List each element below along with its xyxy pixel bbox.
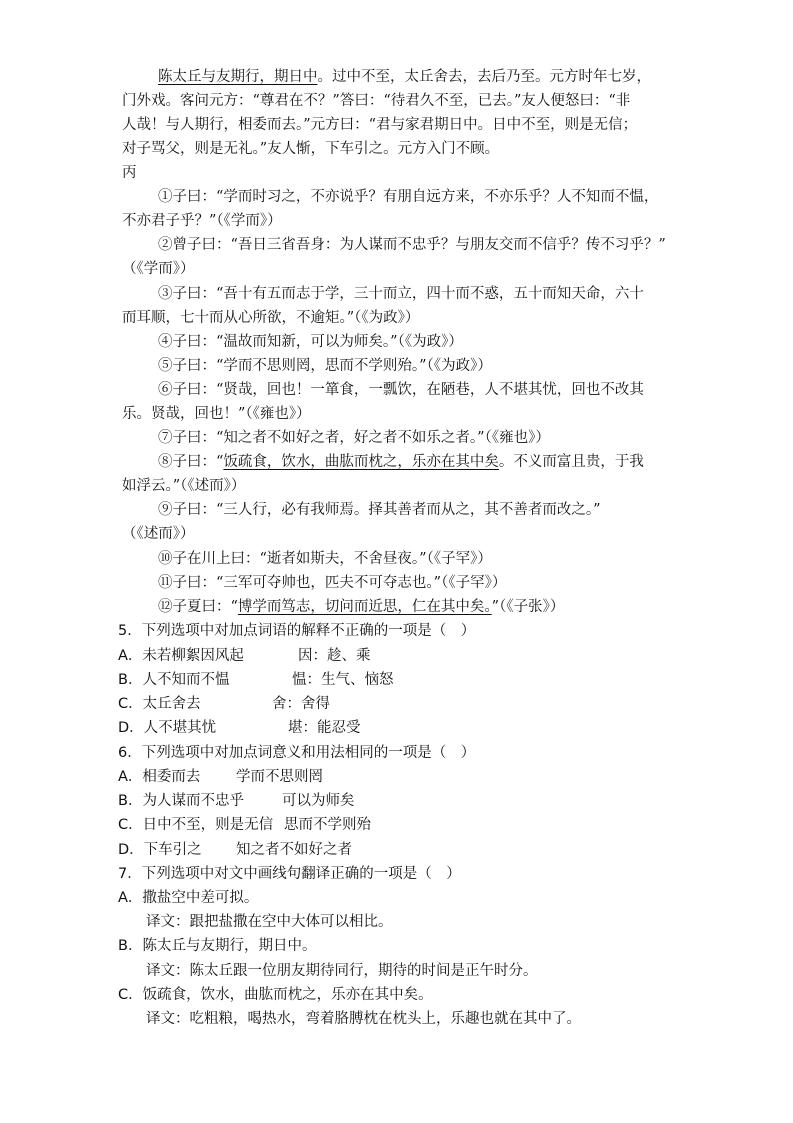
question-7-stem: 7．下列选项中对文中画线句翻译正确的一项是（ ） [118, 866, 461, 882]
analects-item-1: ①子曰：“学而时习之，不亦说乎？有朋自远方来，不亦乐乎？人不知而不愠， [158, 189, 659, 205]
question-5-stem: 5．下列选项中对加点词语的解释不正确的一项是（ ） [118, 623, 476, 639]
passage-line: 门外戏。客问元方：“尊君在不？”答曰：“待君久不至，已去。”友人便怒曰：“非 [122, 93, 631, 109]
option-letter: A． [118, 769, 143, 785]
option-letter: B． [118, 793, 143, 809]
q7-option-a [118, 888, 258, 908]
q5-option-a [118, 646, 244, 666]
analects-item-8 [158, 452, 644, 472]
option-text: 相委而去 [142, 769, 201, 785]
q7-option-b-translation: 译文：陈太丘跟一位朋友期待同行，期待的时间是正午时分。 [146, 963, 538, 979]
q5-option-d [118, 718, 216, 738]
question-6-stem: 6．下列选项中对加点词意义和用法相同的一项是（ ） [118, 745, 476, 761]
q5-option-c [118, 694, 201, 714]
analects-item-8-cont: 如浮云。”（《述而》） [122, 478, 246, 494]
option-text: 下车引之 [143, 842, 202, 858]
option-text: 未若柳絮因风起 [142, 648, 244, 664]
q5-option-d-gloss: 堪：能忍受 [288, 720, 361, 736]
passage-line [158, 67, 651, 87]
q5-option-b [118, 670, 229, 690]
option-text: 太丘舍去 [142, 696, 201, 712]
analects-item-7: ⑦子曰：“知之者不如好之者，好之者不如乐之者。”（《雍也》） [158, 430, 550, 446]
q6-option-d-pair: 知之者不如好之者 [236, 842, 352, 858]
analects-text: ⑧子曰：“ [158, 454, 224, 470]
q7-option-c-translation: 译文：吃粗粮，喝热水，弯着胳膊枕在枕头上，乐趣也就在其中了。 [146, 1011, 581, 1027]
option-text: 撒盐空中差可拟。 [142, 890, 259, 906]
underlined-sentence: 陈太丘与友期行，期日中 [158, 69, 318, 85]
analects-item-10: ⑩子在川上曰：“逝者如斯夫，不舍昼夜。”（《子罕》） [158, 551, 492, 567]
analects-item-1-cont: 不亦君子乎？”（《学而》） [122, 213, 282, 229]
underlined-sentence: 博学而笃志，切问而近思，仁在其中矣。 [237, 599, 492, 615]
option-text: 为人谋而不忠乎 [142, 793, 244, 809]
q6-option-b-pair: 可以为师矣 [282, 793, 355, 809]
q7-option-b [118, 936, 316, 956]
q7-option-c [118, 985, 433, 1005]
analects-item-9-cont: （《述而》） [122, 526, 195, 542]
passage-line: 人哉！与人期行，相委而去。”元方曰：“君与家君期日中。日中不至，则是无信； [122, 117, 638, 133]
q6-option-c-pair: 思而不学则殆 [284, 817, 371, 833]
analects-item-3-cont: 而耳顺，七十而从心所欲，不逾矩。”（《为政》） [122, 310, 420, 326]
analects-text: 。不义而富且贵，于我 [498, 454, 644, 470]
option-letter: C． [118, 696, 143, 712]
option-letter: C． [118, 987, 143, 1003]
option-text: 饭疏食，饮水，曲肱而枕之，乐亦在其中矣。 [142, 987, 433, 1003]
option-letter: D． [118, 720, 144, 736]
analects-text: ”（《子张》） [491, 599, 565, 615]
q5-option-c-gloss: 舍：舍得 [272, 696, 330, 712]
underlined-sentence: 饭疏食，饮水，曲肱而枕之，乐亦在其中矣 [223, 454, 499, 470]
analects-item-6: ⑥子曰：“贤哉，回也！一箪食，一瓢饮，在陋巷，人不堪其忧，回也不改其 [158, 382, 644, 398]
passage-text: 。过中不至，太丘舍去，去后乃至。元方时年七岁， [317, 69, 651, 85]
q6-option-c [118, 815, 273, 835]
analects-item-6-cont: 乐。贤哉，回也！”（《雍也》） [122, 406, 311, 422]
option-letter: B． [118, 672, 143, 688]
q6-option-a [118, 767, 200, 787]
option-letter: C． [118, 817, 143, 833]
option-letter: A． [118, 890, 143, 906]
q6-option-d [118, 840, 202, 860]
q5-option-b-gloss: 愠：生气、恼怒 [292, 672, 394, 688]
q6-option-b [118, 791, 244, 811]
analects-item-11: ⑪子曰：“三军可夺帅也，匹夫不可夺志也。”（《子罕》） [158, 575, 507, 591]
analects-text: ⑫子夏曰：“ [158, 599, 238, 615]
option-text: 人不堪其忧 [143, 720, 217, 736]
q7-option-a-translation: 译文：跟把盐撒在空中大体可以相比。 [146, 914, 393, 930]
analects-item-3: ③子曰：“吾十有五而志于学，三十而立，四十而不惑，五十而知天命，六十 [158, 286, 644, 302]
section-label: 丙 [122, 165, 137, 181]
analects-item-2: ②曾子曰：“吾日三省吾身：为人谋而不忠乎？与朋友交而不信乎？传不习乎？” [158, 237, 666, 253]
option-letter: A． [118, 648, 143, 664]
q6-option-a-pair: 学而不思则罔 [236, 769, 323, 785]
option-letter: D． [118, 842, 144, 858]
passage-line: 对子骂父，则是无礼。”友人惭，下车引之。元方入门不顾。 [122, 141, 500, 157]
option-text: 陈太丘与友期行，期日中。 [142, 938, 317, 954]
q5-option-a-gloss: 因：趁、乘 [298, 648, 371, 664]
analects-item-12 [158, 597, 564, 617]
analects-item-2-cont: （《学而》） [122, 261, 195, 277]
analects-item-9: ⑨子曰：“三人行，必有我师焉。择其善者而从之，其不善者而改之。” [158, 502, 601, 518]
analects-item-4: ④子曰：“温故而知新，可以为师矣。”（《为政》） [158, 334, 463, 350]
option-text: 人不知而不愠 [142, 672, 230, 688]
analects-item-5: ⑤子曰：“学而不思则罔，思而不学则殆。”（《为政》） [158, 358, 492, 374]
option-text: 日中不至，则是无信 [142, 817, 274, 833]
option-letter: B． [118, 938, 143, 954]
